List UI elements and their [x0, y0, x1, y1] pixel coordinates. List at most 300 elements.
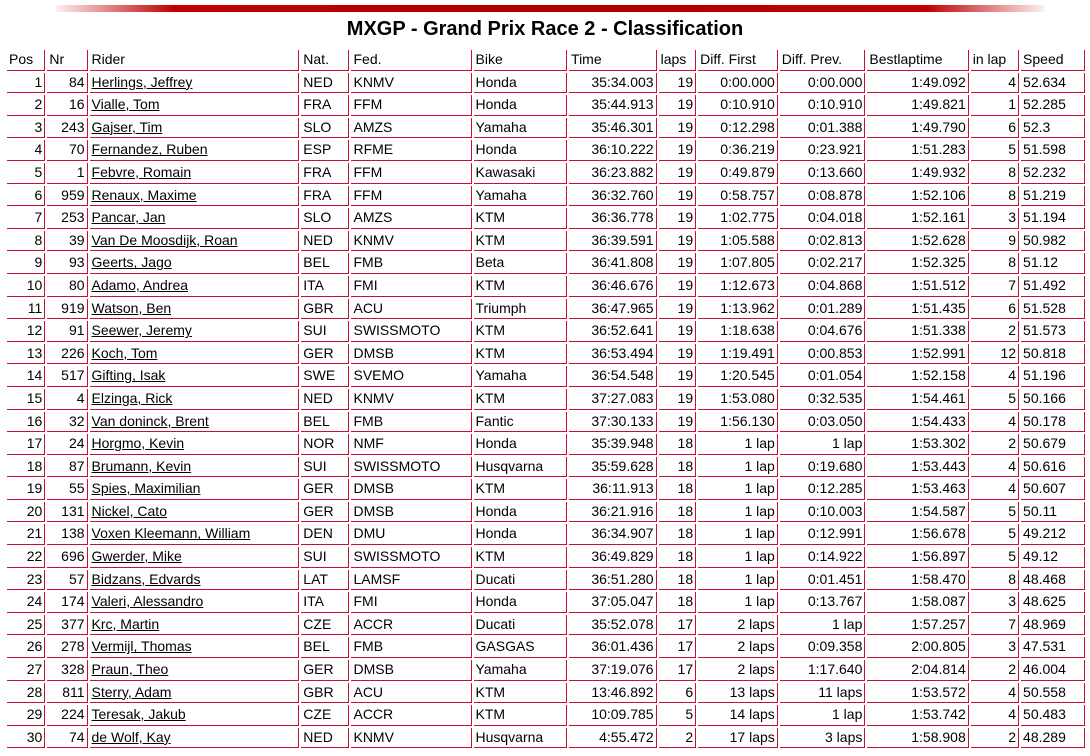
- rider-link[interactable]: Vermijl, Thomas: [91, 638, 192, 655]
- bestlaptime-cell: 1:53.463: [867, 479, 968, 500]
- diff-first-cell: 1:07.805: [698, 253, 778, 274]
- rider-link[interactable]: Van De Moosdijk, Roan: [91, 231, 238, 248]
- diff-first-cell: 1 lap: [698, 592, 778, 613]
- diff-first-cell: 1:20.545: [698, 366, 778, 387]
- table-row: [7, 208, 1085, 229]
- fed-cell: NMF: [351, 434, 471, 455]
- time-cell: 36:51.280: [569, 570, 657, 591]
- nat-cell: NED: [301, 73, 349, 94]
- diff-first-cell: 1 lap: [698, 547, 778, 568]
- diff-prev-cell: 0:04.676: [780, 321, 866, 342]
- nr-cell: 696: [47, 547, 87, 568]
- speed-cell: 48.468: [1021, 570, 1085, 591]
- laps-cell: 19: [659, 276, 697, 297]
- time-cell: 36:53.494: [569, 344, 657, 365]
- rider-link[interactable]: Koch, Tom: [91, 344, 158, 361]
- fed-cell: SWISSMOTO: [351, 457, 471, 478]
- nat-cell: BEL: [301, 253, 349, 274]
- nat-cell: GBR: [301, 683, 349, 704]
- diff-prev-cell: 0:13.767: [780, 592, 866, 613]
- table-row: [7, 524, 1085, 545]
- diff-first-cell: 1:18.638: [698, 321, 778, 342]
- in-lap-cell: 3: [971, 592, 1019, 613]
- in-lap-cell: 5: [971, 524, 1019, 545]
- bike-cell: Fantic: [474, 412, 568, 433]
- pos-cell: 20: [7, 502, 45, 523]
- bestlaptime-cell: 1:51.435: [867, 299, 968, 320]
- table-row: [7, 118, 1085, 139]
- nat-cell: FRA: [301, 95, 349, 116]
- pos-cell: 18: [7, 457, 45, 478]
- page-title: MXGP - Grand Prix Race 2 - Classification: [346, 18, 744, 40]
- table-row: [7, 660, 1085, 681]
- table-row: [7, 570, 1085, 591]
- fed-cell: ACCR: [351, 615, 471, 636]
- in-lap-cell: 8: [971, 186, 1019, 207]
- time-cell: 36:32.760: [569, 186, 657, 207]
- rider-link[interactable]: Spies, Maximilian: [91, 480, 201, 497]
- pos-cell: 21: [7, 524, 45, 545]
- bike-cell: Husqvarna: [474, 457, 568, 478]
- speed-cell: 51.12: [1021, 253, 1085, 274]
- bestlaptime-cell: 1:52.106: [867, 186, 968, 207]
- in-lap-cell: 12: [971, 344, 1019, 365]
- speed-cell: 48.969: [1021, 615, 1085, 636]
- bike-cell: KTM: [474, 547, 568, 568]
- nat-cell: BEL: [301, 412, 349, 433]
- rider-link[interactable]: Gifting, Isak: [91, 367, 166, 384]
- rider-link[interactable]: Brumann, Kevin: [91, 457, 192, 474]
- speed-cell: 50.166: [1021, 389, 1085, 410]
- diff-first-cell: 1:02.775: [698, 208, 778, 229]
- laps-cell: 19: [659, 253, 697, 274]
- speed-cell: 50.11: [1021, 502, 1085, 523]
- nat-cell: SWE: [301, 366, 349, 387]
- rider-cell: [90, 231, 300, 252]
- diff-prev-cell: 0:10.910: [780, 95, 866, 116]
- rider-link[interactable]: Renaux, Maxime: [91, 186, 197, 203]
- nr-cell: 517: [47, 366, 87, 387]
- nat-cell: LAT: [301, 570, 349, 591]
- time-cell: 36:54.548: [569, 366, 657, 387]
- nat-cell: NED: [301, 231, 349, 252]
- nr-cell: 919: [47, 299, 87, 320]
- bike-cell: Honda: [474, 140, 568, 161]
- in-lap-cell: 5: [971, 140, 1019, 161]
- bestlaptime-cell: 1:51.512: [867, 276, 968, 297]
- time-cell: 36:39.591: [569, 231, 657, 252]
- diff-first-cell: 1 lap: [698, 524, 778, 545]
- in-lap-cell: 3: [971, 637, 1019, 658]
- rider-link[interactable]: Valeri, Alessandro: [91, 593, 204, 610]
- bestlaptime-cell: 1:52.158: [867, 366, 968, 387]
- header-nat: Nat.: [301, 50, 349, 71]
- bike-cell: Ducati: [474, 615, 568, 636]
- time-cell: 36:11.913: [569, 479, 657, 500]
- nr-cell: 811: [47, 683, 87, 704]
- diff-prev-cell: 0:04.018: [780, 208, 866, 229]
- laps-cell: 19: [659, 321, 697, 342]
- diff-first-cell: 1:13.962: [698, 299, 778, 320]
- laps-cell: 18: [659, 457, 697, 478]
- rider-link[interactable]: Adamo, Andrea: [91, 276, 189, 293]
- rider-link[interactable]: Seewer, Jeremy: [91, 322, 192, 339]
- header-fed: Fed.: [351, 50, 471, 71]
- pos-cell: 29: [7, 705, 45, 726]
- diff-first-cell: 0:58.757: [698, 186, 778, 207]
- nr-cell: 32: [47, 412, 87, 433]
- rider-link[interactable]: Nickel, Cato: [91, 502, 167, 519]
- laps-cell: 19: [659, 389, 697, 410]
- header-diff-prev: Diff. Prev.: [780, 50, 866, 71]
- header-nr: Nr: [47, 50, 87, 71]
- diff-first-cell: 0:00.000: [698, 73, 778, 94]
- diff-first-cell: 1:53.080: [698, 389, 778, 410]
- table-row: [7, 683, 1085, 704]
- bestlaptime-cell: 1:51.283: [867, 140, 968, 161]
- in-lap-cell: 8: [971, 570, 1019, 591]
- fed-cell: DMSB: [351, 479, 471, 500]
- bestlaptime-cell: 1:49.821: [867, 95, 968, 116]
- nr-cell: 55: [47, 479, 87, 500]
- in-lap-cell: 7: [971, 276, 1019, 297]
- fed-cell: AMZS: [351, 118, 471, 139]
- fed-cell: KNMV: [351, 728, 471, 749]
- pos-cell: 7: [7, 208, 45, 229]
- bike-cell: GASGAS: [474, 637, 568, 658]
- fed-cell: ACCR: [351, 705, 471, 726]
- rider-cell: [90, 366, 300, 387]
- rider-cell: [90, 412, 300, 433]
- fed-cell: FMB: [351, 412, 471, 433]
- nr-cell: 91: [47, 321, 87, 342]
- table-row: [7, 186, 1085, 207]
- diff-prev-cell: 1 lap: [780, 615, 866, 636]
- laps-cell: 19: [659, 95, 697, 116]
- in-lap-cell: 9: [971, 231, 1019, 252]
- rider-cell: [90, 186, 300, 207]
- classification-table: [5, 48, 1087, 750]
- fed-cell: ACU: [351, 299, 471, 320]
- rider-link[interactable]: Sterry, Adam: [91, 683, 172, 700]
- diff-prev-cell: 11 laps: [780, 683, 866, 704]
- nr-cell: 84: [47, 73, 87, 94]
- pos-cell: 10: [7, 276, 45, 297]
- in-lap-cell: 8: [971, 163, 1019, 184]
- nr-cell: 253: [47, 208, 87, 229]
- nr-cell: 87: [47, 457, 87, 478]
- nat-cell: SLO: [301, 208, 349, 229]
- time-cell: 10:09.785: [569, 705, 657, 726]
- bike-cell: Honda: [474, 73, 568, 94]
- fed-cell: FMB: [351, 253, 471, 274]
- bike-cell: Honda: [474, 524, 568, 545]
- laps-cell: 19: [659, 140, 697, 161]
- bike-cell: KTM: [474, 276, 568, 297]
- fed-cell: FFM: [351, 95, 471, 116]
- table-row: [7, 140, 1085, 161]
- diff-first-cell: 13 laps: [698, 683, 778, 704]
- speed-cell: 49.212: [1021, 524, 1085, 545]
- nr-cell: 39: [47, 231, 87, 252]
- laps-cell: 18: [659, 479, 697, 500]
- fed-cell: DMSB: [351, 502, 471, 523]
- pos-cell: 2: [7, 95, 45, 116]
- header-speed: Speed: [1021, 50, 1085, 71]
- speed-cell: 52.232: [1021, 163, 1085, 184]
- bestlaptime-cell: 1:54.587: [867, 502, 968, 523]
- nat-cell: NOR: [301, 434, 349, 455]
- rider-link[interactable]: Gwerder, Mike: [91, 548, 182, 565]
- in-lap-cell: 4: [971, 457, 1019, 478]
- rider-link[interactable]: Geerts, Jago: [91, 254, 172, 271]
- rider-cell: [90, 299, 300, 320]
- bike-cell: Yamaha: [474, 186, 568, 207]
- rider-cell: [90, 118, 300, 139]
- time-cell: 36:47.965: [569, 299, 657, 320]
- time-cell: 36:01.436: [569, 637, 657, 658]
- bike-cell: KTM: [474, 321, 568, 342]
- bestlaptime-cell: 1:52.628: [867, 231, 968, 252]
- pos-cell: 28: [7, 683, 45, 704]
- rider-link[interactable]: Elzinga, Rick: [91, 389, 173, 406]
- nr-cell: 4: [47, 389, 87, 410]
- nat-cell: GER: [301, 479, 349, 500]
- rider-link[interactable]: Bidzans, Edvards: [91, 570, 201, 587]
- diff-prev-cell: 0:14.922: [780, 547, 866, 568]
- speed-cell: 51.492: [1021, 276, 1085, 297]
- rider-cell: [90, 457, 300, 478]
- nat-cell: BEL: [301, 637, 349, 658]
- nr-cell: 74: [47, 728, 87, 749]
- time-cell: 36:10.222: [569, 140, 657, 161]
- rider-cell: [90, 434, 300, 455]
- rider-cell: [90, 637, 300, 658]
- bike-cell: Honda: [474, 502, 568, 523]
- bike-cell: KTM: [474, 705, 568, 726]
- rider-link[interactable]: Horgmo, Kevin: [91, 435, 185, 452]
- diff-prev-cell: 0:03.050: [780, 412, 866, 433]
- laps-cell: 17: [659, 660, 697, 681]
- rider-link[interactable]: Fernandez, Ruben: [91, 141, 208, 158]
- nat-cell: ITA: [301, 276, 349, 297]
- in-lap-cell: 4: [971, 479, 1019, 500]
- nat-cell: FRA: [301, 186, 349, 207]
- nat-cell: SUI: [301, 547, 349, 568]
- diff-first-cell: 1:56.130: [698, 412, 778, 433]
- laps-cell: 19: [659, 366, 697, 387]
- table-row: [7, 231, 1085, 252]
- diff-prev-cell: 0:23.921: [780, 140, 866, 161]
- laps-cell: 18: [659, 524, 697, 545]
- rider-link[interactable]: Van doninck, Brent: [91, 412, 209, 429]
- pos-cell: 4: [7, 140, 45, 161]
- diff-prev-cell: 0:12.991: [780, 524, 866, 545]
- rider-link[interactable]: Voxen Kleemann, William: [91, 525, 251, 542]
- in-lap-cell: 5: [971, 389, 1019, 410]
- time-cell: 4:55.472: [569, 728, 657, 749]
- speed-cell: 50.558: [1021, 683, 1085, 704]
- bestlaptime-cell: 1:56.678: [867, 524, 968, 545]
- laps-cell: 19: [659, 163, 697, 184]
- time-cell: 37:19.076: [569, 660, 657, 681]
- rider-cell: [90, 547, 300, 568]
- nat-cell: CZE: [301, 615, 349, 636]
- pos-cell: 25: [7, 615, 45, 636]
- rider-link[interactable]: Praun, Theo: [91, 661, 169, 678]
- diff-first-cell: 1 lap: [698, 502, 778, 523]
- pos-cell: 27: [7, 660, 45, 681]
- pos-cell: 13: [7, 344, 45, 365]
- time-cell: 36:23.882: [569, 163, 657, 184]
- header-rider: Rider: [90, 50, 300, 71]
- rider-link[interactable]: Herlings, Jeffrey: [91, 73, 193, 90]
- pos-cell: 23: [7, 570, 45, 591]
- bestlaptime-cell: 1:49.092: [867, 73, 968, 94]
- rider-link[interactable]: Febvre, Romain: [91, 163, 192, 180]
- rider-link[interactable]: Gajser, Tim: [91, 118, 163, 135]
- bestlaptime-cell: 1:49.790: [867, 118, 968, 139]
- pos-cell: 11: [7, 299, 45, 320]
- fed-cell: ACU: [351, 683, 471, 704]
- time-cell: 36:36.778: [569, 208, 657, 229]
- in-lap-cell: 8: [971, 253, 1019, 274]
- nat-cell: GER: [301, 660, 349, 681]
- fed-cell: FMB: [351, 637, 471, 658]
- table-row: [7, 728, 1085, 749]
- table-header-row: [7, 50, 1085, 71]
- nr-cell: 131: [47, 502, 87, 523]
- nat-cell: DEN: [301, 524, 349, 545]
- laps-cell: 19: [659, 208, 697, 229]
- bike-cell: KTM: [474, 208, 568, 229]
- rider-cell: [90, 479, 300, 500]
- diff-prev-cell: 0:01.054: [780, 366, 866, 387]
- nr-cell: 226: [47, 344, 87, 365]
- header-bike: Bike: [474, 50, 568, 71]
- nat-cell: CZE: [301, 705, 349, 726]
- pos-cell: 14: [7, 366, 45, 387]
- table-row: [7, 637, 1085, 658]
- diff-prev-cell: 0:09.358: [780, 637, 866, 658]
- bike-cell: Husqvarna: [474, 728, 568, 749]
- in-lap-cell: 6: [971, 118, 1019, 139]
- bike-cell: Yamaha: [474, 660, 568, 681]
- table-row: [7, 299, 1085, 320]
- rider-link[interactable]: de Wolf, Kay: [91, 728, 171, 745]
- bike-cell: Beta: [474, 253, 568, 274]
- time-cell: 36:41.808: [569, 253, 657, 274]
- rider-cell: [90, 683, 300, 704]
- diff-first-cell: 17 laps: [698, 728, 778, 749]
- diff-prev-cell: 0:19.680: [780, 457, 866, 478]
- time-cell: 35:34.003: [569, 73, 657, 94]
- pos-cell: 19: [7, 479, 45, 500]
- bestlaptime-cell: 1:52.991: [867, 344, 968, 365]
- rider-link[interactable]: Krc, Martin: [91, 615, 160, 632]
- laps-cell: 19: [659, 73, 697, 94]
- bike-cell: Triumph: [474, 299, 568, 320]
- laps-cell: 19: [659, 118, 697, 139]
- diff-first-cell: 2 laps: [698, 615, 778, 636]
- diff-prev-cell: 0:02.813: [780, 231, 866, 252]
- nat-cell: FRA: [301, 163, 349, 184]
- rider-link[interactable]: Watson, Ben: [91, 299, 172, 316]
- laps-cell: 19: [659, 412, 697, 433]
- diff-prev-cell: 3 laps: [780, 728, 866, 749]
- table-row: [7, 253, 1085, 274]
- header-diff-first: Diff. First: [698, 50, 778, 71]
- bestlaptime-cell: 1:52.325: [867, 253, 968, 274]
- nat-cell: GER: [301, 344, 349, 365]
- bike-cell: Ducati: [474, 570, 568, 591]
- fed-cell: KNMV: [351, 73, 471, 94]
- speed-cell: 51.573: [1021, 321, 1085, 342]
- speed-cell: 50.607: [1021, 479, 1085, 500]
- pos-cell: 15: [7, 389, 45, 410]
- speed-cell: 48.289: [1021, 728, 1085, 749]
- pos-cell: 3: [7, 118, 45, 139]
- rider-cell: [90, 321, 300, 342]
- rider-link[interactable]: Pancar, Jan: [91, 209, 166, 226]
- diff-prev-cell: 0:02.217: [780, 253, 866, 274]
- bestlaptime-cell: 1:51.338: [867, 321, 968, 342]
- laps-cell: 19: [659, 186, 697, 207]
- in-lap-cell: 4: [971, 366, 1019, 387]
- pos-cell: 5: [7, 163, 45, 184]
- fed-cell: RFME: [351, 140, 471, 161]
- nr-cell: 377: [47, 615, 87, 636]
- rider-cell: [90, 705, 300, 726]
- table-row: [7, 344, 1085, 365]
- in-lap-cell: 1: [971, 95, 1019, 116]
- nat-cell: GBR: [301, 299, 349, 320]
- bestlaptime-cell: 1:57.257: [867, 615, 968, 636]
- diff-first-cell: 1 lap: [698, 479, 778, 500]
- diff-first-cell: 0:12.298: [698, 118, 778, 139]
- time-cell: 13:46.892: [569, 683, 657, 704]
- pos-cell: 8: [7, 231, 45, 252]
- rider-link[interactable]: Teresak, Jakub: [91, 706, 186, 723]
- fed-cell: DMSB: [351, 660, 471, 681]
- bestlaptime-cell: 2:00.805: [867, 637, 968, 658]
- rider-cell: [90, 524, 300, 545]
- bike-cell: Honda: [474, 434, 568, 455]
- bike-cell: KTM: [474, 479, 568, 500]
- diff-first-cell: 1:19.491: [698, 344, 778, 365]
- laps-cell: 18: [659, 434, 697, 455]
- fed-cell: SWISSMOTO: [351, 321, 471, 342]
- nr-cell: 16: [47, 95, 87, 116]
- laps-cell: 18: [659, 592, 697, 613]
- rider-cell: [90, 276, 300, 297]
- in-lap-cell: 3: [971, 208, 1019, 229]
- diff-prev-cell: 0:08.878: [780, 186, 866, 207]
- in-lap-cell: 7: [971, 615, 1019, 636]
- diff-first-cell: 2 laps: [698, 637, 778, 658]
- pos-cell: 24: [7, 592, 45, 613]
- bestlaptime-cell: 1:52.161: [867, 208, 968, 229]
- bestlaptime-cell: 1:53.302: [867, 434, 968, 455]
- time-cell: 37:30.133: [569, 412, 657, 433]
- nr-cell: 224: [47, 705, 87, 726]
- laps-cell: 6: [659, 683, 697, 704]
- nat-cell: NED: [301, 728, 349, 749]
- rider-link[interactable]: Vialle, Tom: [91, 96, 160, 113]
- bike-cell: KTM: [474, 683, 568, 704]
- rider-cell: [90, 95, 300, 116]
- table-row: [7, 163, 1085, 184]
